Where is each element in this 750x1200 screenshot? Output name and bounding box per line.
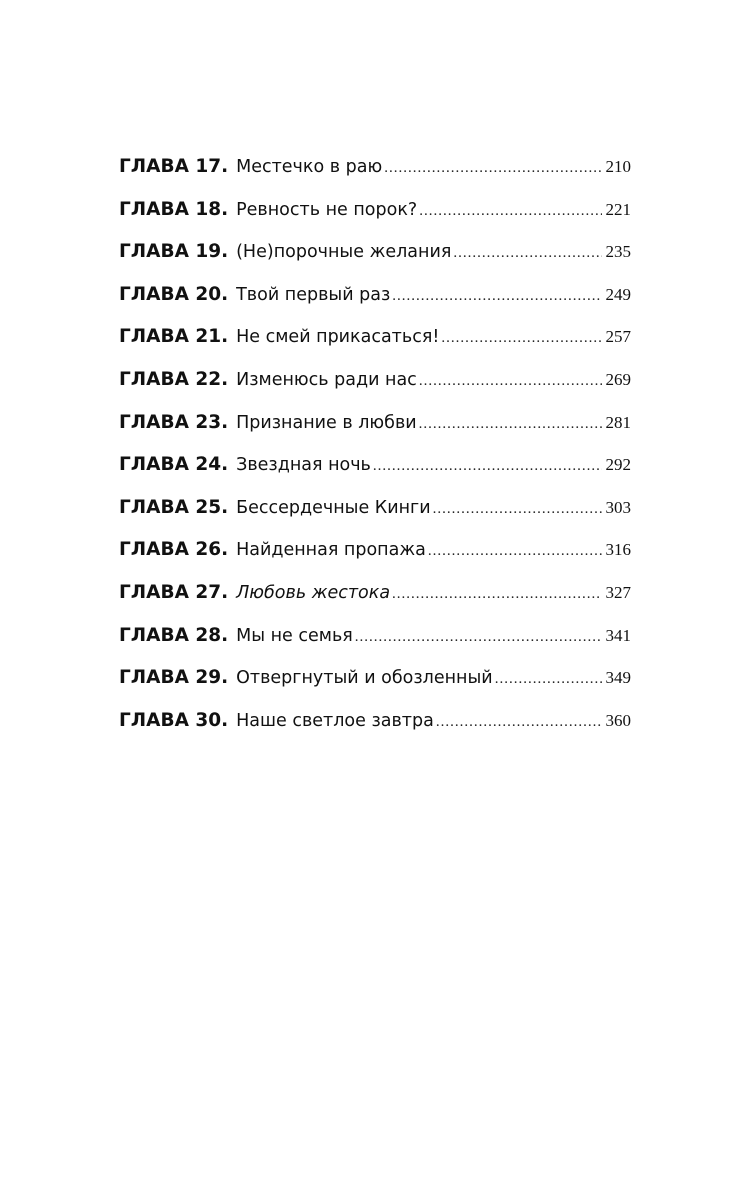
chapter-title: Твой первый раз	[236, 284, 391, 305]
toc-entry[interactable]	[119, 199, 631, 242]
page-number: 210	[605, 157, 631, 176]
page-number: 349	[605, 668, 631, 688]
dot-leader	[392, 288, 601, 305]
dot-leader	[495, 671, 602, 688]
page-number: 221	[605, 199, 631, 219]
toc-entry[interactable]	[119, 497, 631, 540]
page-number: 341	[605, 625, 631, 645]
chapter-title: Звездная ночь	[236, 455, 371, 476]
toc-entry[interactable]	[119, 241, 631, 284]
chapter-label: ГЛАВА 21.	[119, 326, 229, 348]
chapter-label: ГЛАВА 25.	[119, 496, 229, 518]
page-number: 281	[605, 412, 631, 432]
page-number: 269	[605, 369, 631, 389]
page-number: 360	[605, 710, 631, 730]
dot-leader	[384, 160, 601, 177]
dot-leader	[419, 416, 602, 433]
chapter-label: ГЛАВА 20.	[119, 283, 229, 305]
chapter-title: Бессердечные Кинги	[236, 497, 431, 518]
chapter-label: ГЛАВА 26.	[119, 539, 229, 561]
dot-leader	[373, 458, 602, 475]
chapter-label: ГЛАВА 24.	[119, 454, 229, 476]
toc-entry[interactable]	[119, 454, 631, 497]
toc-entry[interactable]	[119, 326, 631, 369]
chapter-title: Мы не семья	[236, 625, 353, 646]
chapter-title: Не смей прикасаться!	[236, 327, 440, 348]
dot-leader	[419, 203, 601, 220]
chapter-title: Ревность не порок?	[236, 199, 418, 220]
toc-entry[interactable]	[119, 667, 631, 710]
toc-entry[interactable]	[119, 539, 631, 582]
page-number: 257	[605, 327, 631, 347]
chapter-label: ГЛАВА 23.	[119, 411, 229, 433]
chapter-title: Признание в любви	[236, 412, 417, 433]
chapter-label: ГЛАВА 17.	[119, 156, 229, 177]
page-number: 316	[605, 540, 631, 560]
chapter-label: ГЛАВА 30.	[119, 709, 229, 731]
chapter-label: ГЛАВА 18.	[119, 198, 229, 220]
table-of-contents	[119, 156, 631, 752]
toc-entry[interactable]	[119, 284, 631, 327]
chapter-title: Изменюсь ради нас	[236, 369, 417, 390]
chapter-title: Найденная пропажа	[236, 540, 426, 561]
dot-leader	[441, 330, 601, 347]
chapter-label: ГЛАВА 27.	[119, 581, 229, 603]
page-number: 235	[605, 242, 631, 262]
chapter-label: ГЛАВА 22.	[119, 368, 229, 390]
page-number: 303	[605, 497, 631, 517]
toc-entry[interactable]	[119, 156, 631, 199]
chapter-title: Любовь жестока	[236, 582, 391, 603]
chapter-label: ГЛАВА 19.	[119, 241, 229, 263]
dot-leader	[428, 543, 602, 560]
chapter-title: Местечко в раю	[236, 157, 383, 177]
toc-entry[interactable]	[119, 412, 631, 455]
dot-leader	[419, 373, 602, 390]
dot-leader	[392, 586, 601, 603]
toc-entry[interactable]	[119, 625, 631, 668]
dot-leader	[436, 714, 602, 731]
dot-leader	[453, 245, 601, 262]
chapter-title: (Не)порочные желания	[236, 242, 452, 263]
chapter-title: Отвергнутый и обозленный	[236, 668, 493, 689]
page-number: 249	[605, 284, 631, 304]
toc-entry[interactable]	[119, 582, 631, 625]
chapter-label: ГЛАВА 28.	[119, 624, 229, 646]
dot-leader	[355, 629, 602, 646]
dot-leader	[433, 501, 602, 518]
page-number: 292	[605, 455, 631, 475]
page-number: 327	[605, 582, 631, 602]
chapter-label: ГЛАВА 29.	[119, 667, 229, 689]
toc-entry[interactable]	[119, 710, 631, 753]
toc-entry[interactable]	[119, 369, 631, 412]
chapter-title: Наше светлое завтра	[236, 710, 434, 731]
